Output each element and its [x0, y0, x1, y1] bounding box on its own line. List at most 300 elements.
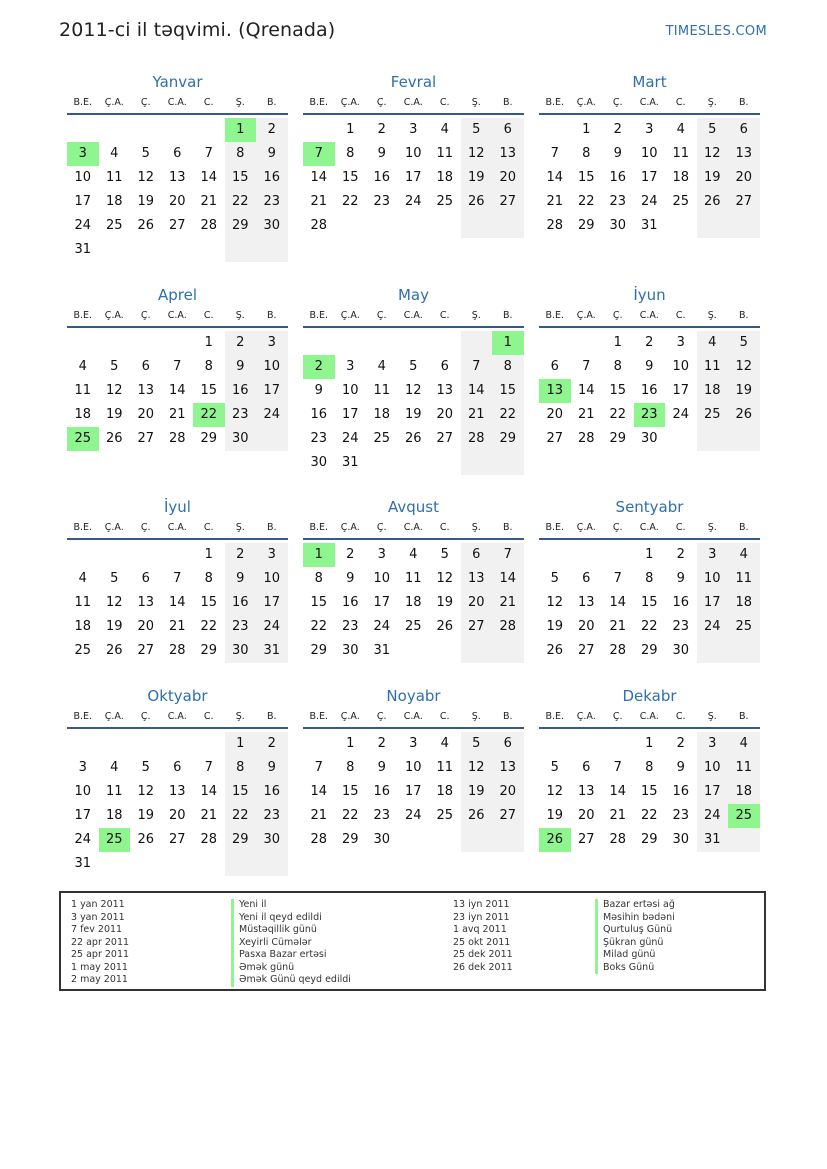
day-cell: 25: [436, 194, 454, 209]
day-cell: 16: [263, 784, 281, 799]
day-cell: 12: [703, 146, 721, 161]
day-cell: 25: [74, 643, 92, 658]
day-cell: 15: [640, 784, 658, 799]
day-cell: 27: [436, 431, 454, 446]
legend-holiday-name: Yeni il: [231, 899, 266, 912]
day-cell: 7: [204, 146, 213, 161]
day-cell: 18: [105, 194, 123, 209]
day-cell: 23: [231, 407, 249, 422]
day-cell: 1: [346, 736, 355, 751]
header-rule: [303, 113, 524, 115]
day-cell: 29: [609, 431, 627, 446]
weekday-header: Ç.A.: [104, 711, 124, 722]
day-cell: 8: [582, 146, 591, 161]
day-cell: 14: [546, 170, 564, 185]
day-cell: 21: [609, 619, 627, 634]
day-cell: 25: [105, 218, 123, 233]
day-cell: 14: [168, 595, 186, 610]
day-cell: 2: [346, 547, 355, 562]
weekday-header: C.: [675, 97, 686, 108]
day-cell: 16: [341, 595, 359, 610]
day-cell: 5: [110, 359, 119, 374]
day-cell: 29: [200, 431, 218, 446]
day-cell: 31: [74, 856, 92, 871]
page-title: 2011-ci il təqvimi. (Qrenada): [59, 19, 336, 41]
day-cell: 26: [735, 407, 753, 422]
day-cell: 14: [499, 571, 517, 586]
day-cell: 16: [231, 595, 249, 610]
day-cell: 20: [546, 407, 564, 422]
day-cell: 3: [708, 736, 717, 751]
header-rule: [539, 538, 760, 540]
holiday-day: 1: [303, 543, 335, 567]
holiday-day: 1: [492, 331, 524, 355]
day-cell: 29: [310, 643, 328, 658]
day-cell: 6: [739, 122, 748, 137]
day-cell: 11: [105, 170, 123, 185]
day-cell: 6: [472, 547, 481, 562]
legend-holiday-name: Əmək günü: [231, 962, 294, 975]
day-cell: 30: [231, 431, 249, 446]
month-block: [303, 73, 524, 273]
day-cell: 16: [231, 383, 249, 398]
day-cell: 13: [577, 784, 595, 799]
day-cell: 11: [735, 571, 753, 586]
day-cell: 3: [708, 547, 717, 562]
day-cell: 24: [672, 407, 690, 422]
day-cell: 16: [373, 170, 391, 185]
day-cell: 28: [546, 218, 564, 233]
legend-date: 22 apr 2011: [71, 936, 130, 948]
weekday-header: C.A.: [167, 522, 187, 533]
weekday-header: C.A.: [403, 522, 423, 533]
day-cell: 3: [267, 335, 276, 350]
legend-date: 25 apr 2011: [71, 949, 130, 960]
day-cell: 13: [168, 784, 186, 799]
day-cell: 27: [168, 832, 186, 847]
day-cell: 10: [373, 571, 391, 586]
day-cell: 8: [346, 146, 355, 161]
legend-date: 7 fev 2011: [71, 924, 123, 935]
day-cell: 6: [440, 359, 449, 374]
day-cell: 25: [735, 619, 753, 634]
day-cell: 18: [74, 619, 92, 634]
day-cell: 1: [346, 122, 355, 137]
weekday-header: Ç.: [612, 711, 623, 722]
weekday-header: Ç.A.: [104, 310, 124, 321]
weekday-header: Ş.: [235, 711, 245, 722]
day-cell: 24: [263, 407, 281, 422]
day-cell: 22: [231, 808, 249, 823]
day-cell: 28: [310, 832, 328, 847]
weekday-header: B.: [502, 711, 513, 722]
day-cell: 27: [467, 619, 485, 634]
day-cell: 21: [310, 194, 328, 209]
day-cell: 9: [645, 359, 654, 374]
day-cell: 17: [703, 784, 721, 799]
legend-holiday-name: Yeni il qeyd edildi: [231, 912, 322, 925]
day-cell: 30: [640, 431, 658, 446]
weekday-header: C.: [439, 97, 450, 108]
month-name: Oktyabr: [147, 687, 208, 705]
weekday-header: B.: [502, 522, 513, 533]
day-cell: 10: [404, 760, 422, 775]
weekday-header: B.E.: [73, 310, 93, 321]
day-cell: 29: [640, 643, 658, 658]
day-cell: 3: [78, 760, 87, 775]
day-cell: 4: [110, 146, 119, 161]
day-cell: 21: [467, 407, 485, 422]
day-cell: 7: [613, 760, 622, 775]
weekday-header: C.A.: [639, 97, 659, 108]
day-cell: 8: [236, 146, 245, 161]
day-cell: 25: [404, 619, 422, 634]
weekday-header: B.E.: [309, 310, 329, 321]
day-cell: 20: [499, 784, 517, 799]
day-cell: 18: [404, 595, 422, 610]
day-cell: 7: [314, 760, 323, 775]
day-cell: 26: [467, 194, 485, 209]
day-cell: 12: [105, 383, 123, 398]
day-cell: 20: [735, 170, 753, 185]
day-cell: 24: [404, 194, 422, 209]
day-cell: 24: [74, 218, 92, 233]
day-cell: 17: [74, 808, 92, 823]
site-link[interactable]: TIMESLES.COM: [665, 24, 767, 39]
day-cell: 22: [640, 619, 658, 634]
day-cell: 18: [735, 595, 753, 610]
day-cell: 7: [503, 547, 512, 562]
day-cell: 27: [137, 643, 155, 658]
day-cell: 3: [409, 736, 418, 751]
weekday-header: B.E.: [73, 711, 93, 722]
day-cell: 27: [577, 832, 595, 847]
day-cell: 24: [341, 431, 359, 446]
day-cell: 31: [341, 455, 359, 470]
day-cell: 5: [141, 760, 150, 775]
day-cell: 7: [550, 146, 559, 161]
day-cell: 10: [703, 571, 721, 586]
day-cell: 21: [168, 407, 186, 422]
day-cell: 20: [577, 619, 595, 634]
day-cell: 13: [735, 146, 753, 161]
weekday-header: Ç.A.: [576, 711, 596, 722]
day-cell: 11: [436, 760, 454, 775]
weekday-header: B.: [738, 711, 749, 722]
day-cell: 29: [341, 832, 359, 847]
day-cell: 11: [74, 383, 92, 398]
day-cell: 26: [436, 619, 454, 634]
day-cell: 1: [204, 335, 213, 350]
holiday-day: 25: [99, 828, 131, 852]
day-cell: 12: [735, 359, 753, 374]
legend-date: 1 avq 2011: [453, 924, 507, 935]
month-block: [303, 498, 524, 698]
day-cell: 18: [703, 383, 721, 398]
day-cell: 1: [645, 547, 654, 562]
weekday-header: Ç.A.: [340, 310, 360, 321]
day-cell: 14: [168, 383, 186, 398]
day-cell: 12: [404, 383, 422, 398]
holiday-day: 1: [225, 118, 257, 142]
day-cell: 24: [640, 194, 658, 209]
day-cell: 8: [314, 571, 323, 586]
weekday-header: Ç.: [376, 522, 387, 533]
day-cell: 27: [546, 431, 564, 446]
weekday-header: C.: [203, 522, 214, 533]
day-cell: 28: [200, 832, 218, 847]
day-cell: 14: [310, 170, 328, 185]
header-rule: [67, 727, 288, 729]
weekday-header: B.E.: [73, 97, 93, 108]
weekday-header: B.E.: [309, 522, 329, 533]
day-cell: 23: [263, 194, 281, 209]
day-cell: 6: [503, 122, 512, 137]
day-cell: 10: [640, 146, 658, 161]
day-cell: 30: [263, 218, 281, 233]
day-cell: 11: [404, 571, 422, 586]
weekday-header: B.E.: [545, 310, 565, 321]
month-name: Avqust: [388, 498, 439, 516]
holiday-day: 25: [728, 804, 760, 828]
day-cell: 5: [739, 335, 748, 350]
day-cell: 13: [577, 595, 595, 610]
day-cell: 8: [236, 760, 245, 775]
weekday-header: C.A.: [639, 310, 659, 321]
day-cell: 4: [409, 547, 418, 562]
weekday-header: Ç.: [140, 310, 151, 321]
day-cell: 26: [105, 431, 123, 446]
day-cell: 21: [310, 808, 328, 823]
day-cell: 17: [263, 595, 281, 610]
day-cell: 5: [409, 359, 418, 374]
day-cell: 7: [472, 359, 481, 374]
day-cell: 15: [577, 170, 595, 185]
weekday-header: Ç.: [140, 97, 151, 108]
day-cell: 4: [676, 122, 685, 137]
day-cell: 10: [263, 359, 281, 374]
day-cell: 4: [739, 547, 748, 562]
day-cell: 31: [263, 643, 281, 658]
day-cell: 24: [703, 619, 721, 634]
day-cell: 8: [613, 359, 622, 374]
month-name: Noyabr: [386, 687, 441, 705]
day-cell: 23: [672, 619, 690, 634]
day-cell: 15: [499, 383, 517, 398]
day-cell: 21: [546, 194, 564, 209]
weekday-header: B.E.: [309, 711, 329, 722]
month-name: Aprel: [157, 286, 198, 304]
legend-date: 26 dek 2011: [453, 961, 513, 973]
weekday-header: Ş.: [707, 310, 717, 321]
day-cell: 10: [404, 146, 422, 161]
day-cell: 24: [373, 619, 391, 634]
legend-holiday-name: Müstəqillik günü: [231, 924, 317, 937]
header-rule: [67, 326, 288, 328]
day-cell: 28: [310, 218, 328, 233]
legend-holiday-name: Pasxa Bazar ertəsi: [231, 949, 327, 962]
weekday-header: Ç.A.: [576, 522, 596, 533]
day-cell: 27: [499, 808, 517, 823]
day-cell: 15: [231, 170, 249, 185]
day-cell: 2: [645, 335, 654, 350]
header-rule: [67, 538, 288, 540]
day-cell: 8: [503, 359, 512, 374]
weekday-header: B.E.: [73, 522, 93, 533]
day-cell: 4: [739, 736, 748, 751]
day-cell: 2: [676, 547, 685, 562]
legend-date: 1 may 2011: [71, 961, 128, 973]
day-cell: 30: [672, 832, 690, 847]
day-cell: 26: [546, 643, 564, 658]
day-cell: 14: [609, 595, 627, 610]
day-cell: 7: [173, 571, 182, 586]
day-cell: 24: [404, 808, 422, 823]
day-cell: 25: [436, 808, 454, 823]
day-cell: 14: [310, 784, 328, 799]
day-cell: 9: [314, 383, 323, 398]
day-cell: 10: [74, 170, 92, 185]
day-cell: 9: [346, 571, 355, 586]
weekday-header: Ş.: [235, 522, 245, 533]
day-cell: 6: [173, 146, 182, 161]
day-cell: 17: [404, 784, 422, 799]
day-cell: 6: [503, 736, 512, 751]
day-cell: 10: [341, 383, 359, 398]
month-name: Mart: [632, 73, 667, 91]
weekday-header: C.: [675, 310, 686, 321]
day-cell: 30: [672, 643, 690, 658]
legend-date: 25 okt 2011: [453, 936, 511, 948]
day-cell: 1: [613, 335, 622, 350]
day-cell: 26: [137, 218, 155, 233]
day-cell: 12: [137, 784, 155, 799]
day-cell: 9: [377, 146, 386, 161]
day-cell: 31: [74, 242, 92, 257]
day-cell: 13: [137, 383, 155, 398]
day-cell: 16: [672, 595, 690, 610]
day-cell: 23: [310, 431, 328, 446]
weekday-header: C.A.: [167, 310, 187, 321]
day-cell: 19: [467, 784, 485, 799]
day-cell: 19: [436, 595, 454, 610]
weekday-header: Ç.A.: [340, 97, 360, 108]
day-cell: 3: [409, 122, 418, 137]
weekday-header: B.: [502, 310, 513, 321]
day-cell: 2: [676, 736, 685, 751]
day-cell: 24: [703, 808, 721, 823]
day-cell: 8: [204, 571, 213, 586]
weekday-header: C.: [203, 711, 214, 722]
day-cell: 23: [373, 194, 391, 209]
holiday-day: 7: [303, 142, 335, 166]
day-cell: 28: [609, 832, 627, 847]
day-cell: 3: [346, 359, 355, 374]
day-cell: 9: [676, 760, 685, 775]
weekday-header: Ş.: [471, 522, 481, 533]
day-cell: 12: [546, 595, 564, 610]
holiday-day: 26: [539, 828, 571, 852]
weekday-header: C.A.: [403, 310, 423, 321]
header-rule: [67, 113, 288, 115]
day-cell: 19: [467, 170, 485, 185]
day-cell: 12: [546, 784, 564, 799]
day-cell: 17: [341, 407, 359, 422]
day-cell: 28: [467, 431, 485, 446]
day-cell: 9: [267, 146, 276, 161]
day-cell: 17: [263, 383, 281, 398]
day-cell: 26: [404, 431, 422, 446]
day-cell: 12: [105, 595, 123, 610]
day-cell: 19: [105, 619, 123, 634]
month-block: [539, 73, 760, 273]
day-cell: 4: [440, 736, 449, 751]
day-cell: 14: [200, 784, 218, 799]
day-cell: 13: [137, 595, 155, 610]
day-cell: 23: [263, 808, 281, 823]
weekday-header: Ç.A.: [340, 522, 360, 533]
day-cell: 30: [341, 643, 359, 658]
weekday-header: C.A.: [639, 522, 659, 533]
day-cell: 17: [640, 170, 658, 185]
day-cell: 19: [546, 808, 564, 823]
day-cell: 26: [137, 832, 155, 847]
day-cell: 30: [263, 832, 281, 847]
weekday-header: Ş.: [707, 711, 717, 722]
day-cell: 25: [703, 407, 721, 422]
month-block: [303, 687, 524, 887]
day-cell: 15: [231, 784, 249, 799]
day-cell: 9: [377, 760, 386, 775]
day-cell: 6: [582, 571, 591, 586]
day-cell: 1: [645, 736, 654, 751]
day-cell: 26: [703, 194, 721, 209]
day-cell: 5: [440, 547, 449, 562]
day-cell: 2: [377, 736, 386, 751]
weekday-header: Ç.: [140, 711, 151, 722]
day-cell: 2: [267, 122, 276, 137]
holiday-day: 25: [67, 427, 99, 451]
day-cell: 9: [236, 359, 245, 374]
day-cell: 20: [137, 619, 155, 634]
day-cell: 20: [436, 407, 454, 422]
day-cell: 31: [373, 643, 391, 658]
day-cell: 8: [346, 760, 355, 775]
month-block: [539, 286, 760, 486]
month-block: [67, 498, 288, 698]
legend-date: 13 iyn 2011: [453, 899, 510, 910]
day-cell: 22: [640, 808, 658, 823]
day-cell: 4: [377, 359, 386, 374]
day-cell: 5: [110, 571, 119, 586]
day-cell: 15: [640, 595, 658, 610]
day-cell: 10: [672, 359, 690, 374]
day-cell: 15: [200, 383, 218, 398]
weekday-header: B.: [502, 97, 513, 108]
day-cell: 2: [267, 736, 276, 751]
day-cell: 29: [499, 431, 517, 446]
day-cell: 7: [204, 760, 213, 775]
weekday-header: B.: [738, 522, 749, 533]
day-cell: 5: [708, 122, 717, 137]
day-cell: 6: [141, 571, 150, 586]
month-name: Sentyabr: [615, 498, 684, 516]
month-block: [67, 286, 288, 486]
day-cell: 30: [310, 455, 328, 470]
day-cell: 17: [672, 383, 690, 398]
header-rule: [539, 326, 760, 328]
day-cell: 18: [735, 784, 753, 799]
